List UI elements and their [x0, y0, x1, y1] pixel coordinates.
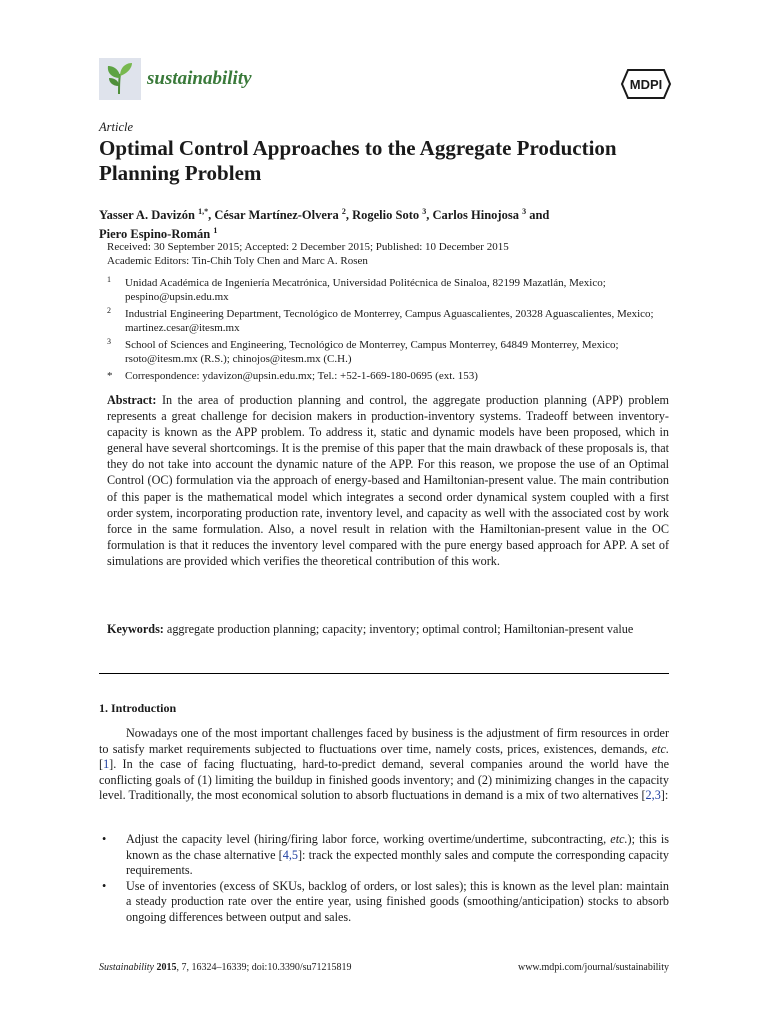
author-affil-mark: 3: [422, 207, 427, 216]
author-list: Yasser A. Davizón $^{1,*}$, César Martínez-Olvera $^2$, Rogelio Soto $^3$, Carlos Hinojosa $^3$ and Piero Espino-Román $^1$: [99, 207, 550, 242]
correspondence-text: Correspondence: ydavizon@upsin.edu.mx; Tel.: +52-1-669-180-0695 (ext. 153): [125, 370, 478, 382]
affiliation-text: Unidad Académica de Ingeniería Mecatrónica, Universidad Politécnica de Sinaloa, 82199 Mazatlán, Mexico; pespino@upsin.edu.mx: [125, 277, 606, 303]
abstract-label: Abstract:: [107, 393, 157, 407]
academic-editors: Academic Editors: Tin-Chih Toly Chen and Marc A. Rosen: [107, 255, 368, 267]
author-name[interactable]: Piero Espino-Román: [99, 227, 211, 242]
affiliation-number: 1: [107, 275, 111, 284]
author-name[interactable]: Rogelio Soto: [352, 208, 420, 223]
article-title: Optimal Control Approaches to the Aggregate Production Planning Problem: [99, 136, 617, 185]
footer-url[interactable]: www.mdpi.com/journal/sustainability: [517, 962, 669, 973]
abstract: [107, 392, 669, 569]
publisher-name: MDPI: [629, 77, 663, 92]
mdpi-logo-icon: [620, 68, 672, 100]
footer-citation: [99, 962, 352, 973]
bullet-list: [99, 832, 669, 926]
author-name[interactable]: César Martínez-Olvera: [214, 208, 339, 223]
journal-name[interactable]: sustainability: [147, 68, 252, 89]
affiliation-text: Industrial Engineering Department, Tecnológico de Monterrey, Campus Aguascalientes, 20328 Aguascalientes, Mexico; martinez.cesar@itesm.mx: [125, 308, 654, 334]
affiliation-item: [107, 276, 667, 304]
divider: [99, 673, 669, 674]
correspondence-mark: *: [107, 370, 113, 382]
list-item: • Use of inventories (excess of SKUs, backlog of orders, or lost sales); this is known as the level plan: maintain a steady production rate over the entire year, using finished goods (smoothing/anticipation) stocks to absorb ongoing differences between output and sales.: [102, 878, 669, 924]
intro-paragraph: Nowadays one of the most important challenges faced by business is the adjustment of firm resources in order to satisfy market requirements subjected to fluctuations over time, namely costs, prices, existences, demands, etc. [1]. In the case of facing fluctuating, hard-to-predict demand, several companies around the world have the conflicting goals of (1) limiting the buildup in finished goods inventory; and (2) minimizing changes in the capacity level. Traditionally, the most economical solution to absorb fluctuations in demand is a mix of two alternatives [2,3]:: [99, 726, 669, 803]
section-heading: 1. Introduction: [99, 701, 177, 715]
author-affil-mark: 1: [213, 226, 218, 236]
author-affil-mark: 3: [522, 207, 527, 216]
affiliation-item: [107, 338, 667, 366]
affiliation-number: 2: [107, 306, 111, 315]
keywords: [107, 621, 669, 637]
citation-link[interactable]: 4,5: [282, 847, 298, 862]
article-type: Article: [99, 120, 134, 134]
footer-journal: Sustainability: [99, 962, 154, 973]
bullet-icon: •: [102, 832, 107, 846]
author-affil-mark: 2: [341, 207, 346, 216]
article-meta: [107, 240, 667, 268]
author-name[interactable]: Yasser A. Davizón: [99, 208, 195, 223]
bullet-icon: •: [102, 878, 107, 893]
list-item: • Adjust the capacity level (hiring/firing labor force, working overtime/undertime, subcontracting, etc.); this is known as the chase alternative [4,5]: track the expected monthly sales and compute the corresponding capacity requirements.: [102, 832, 669, 878]
citation-link[interactable]: 1: [103, 757, 110, 772]
footer-year: 2015: [156, 962, 177, 973]
publication-dates: Received: 30 September 2015; Accepted: 2 December 2015; Published: 10 December 2015: [107, 241, 509, 253]
publisher-logo[interactable]: [620, 68, 672, 100]
author-name[interactable]: Carlos Hinojosa: [432, 208, 519, 223]
affiliation-number: 3: [107, 337, 111, 346]
journal-logo: [99, 58, 141, 100]
keywords-text: aggregate production planning; capacity; inventory; optimal control; Hamiltonian-present value: [166, 622, 634, 636]
affiliations: [107, 276, 667, 386]
author-affil-mark: 1,*: [198, 207, 209, 216]
footer-doi[interactable]: , 7, 16324–16339; doi:10.3390/su71215819: [176, 962, 352, 973]
citation-link[interactable]: 2,3: [645, 788, 661, 803]
leaf-icon: [99, 58, 141, 100]
keywords-label: Keywords:: [107, 622, 164, 636]
affiliation-item: [107, 307, 667, 335]
affiliation-text: School of Sciences and Engineering, Tecnológico de Monterrey, Campus Monterrey, 64849 Monterrey, Mexico; rsoto@itesm.mx (R.S.); chinojos@itesm.mx (C.H.): [125, 339, 619, 365]
abstract-text: In the area of production planning and control, the aggregate production planning (APP) problem represents a great challenge for decision makers in production-inventory systems. Tradeoff between inventory-capacity is known as the APP problem. To address it, static and dynamic models have been proposed, which in general have several shortcomings. It is the premise of this paper that the main drawback of these proposals is, that they do not take into account the dynamic nature of the APP. For this reason, we propose the use of an Optimal Control (OC) formulation via the approach of energy-based and Hamiltonian-present value. The main contribution of this paper is the mathematical model which integrates a second order dynamical system coupled with a first order system, incorporating production rate, inventory level, and capacity as well with the associated cost by work force in the same formulation. Also, a novel result in relation with the Hamiltonian-present value in the OC formulation is that it reduces the inventory level compared with the pure energy based approach for APP. A set of simulations are provided which verifies the theoretical contribution of this work.: [107, 393, 670, 568]
correspondence-item: [107, 369, 667, 383]
